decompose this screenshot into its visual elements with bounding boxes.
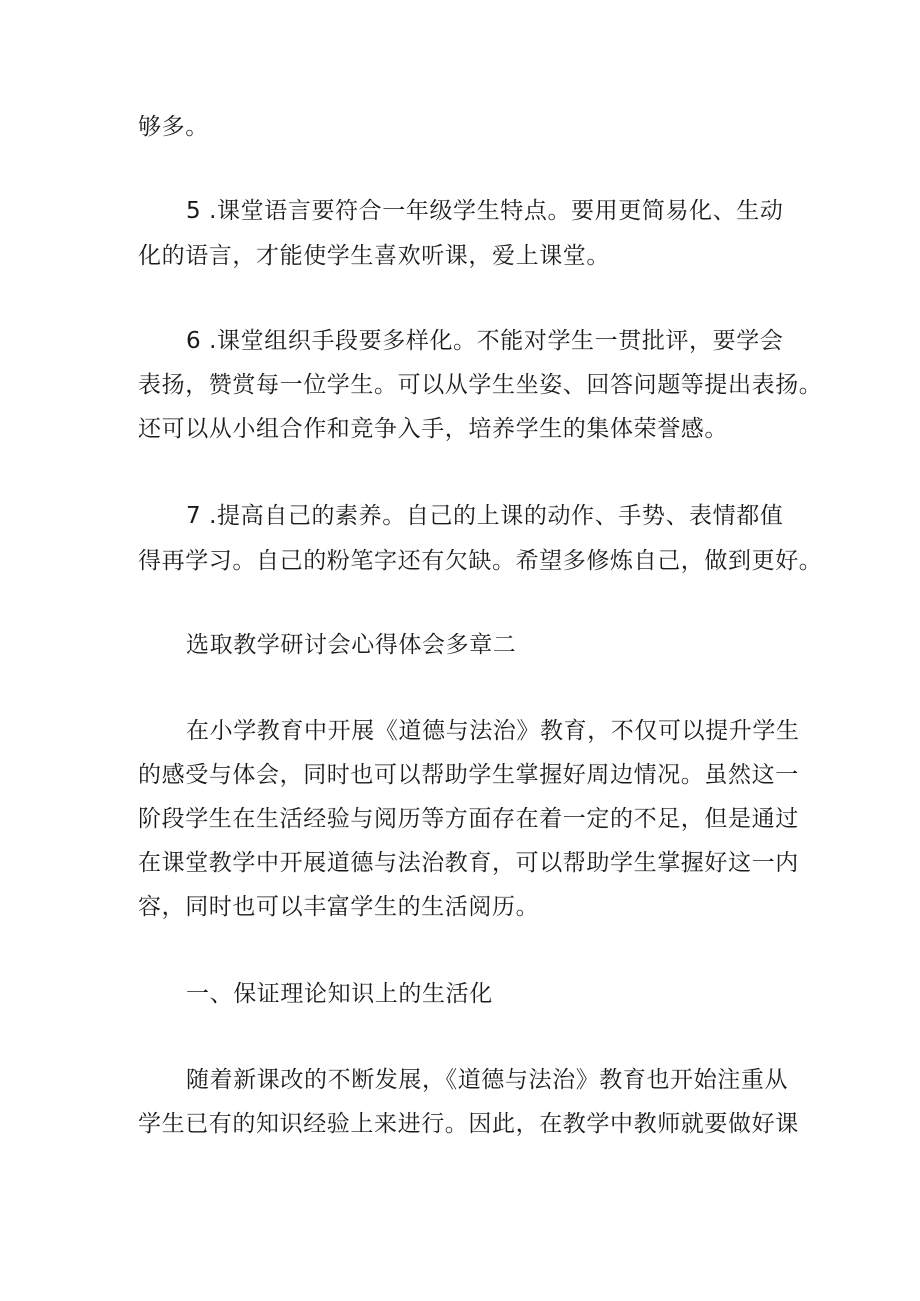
subsection-heading: 一、保证理论知识上的生活化	[186, 981, 493, 1007]
paragraph-line: 容，同时也可以丰富学生的生活阅历。	[138, 894, 540, 920]
list-item-5-line-2: 化的语言，才能使学生喜欢听课，爱上课堂。	[138, 243, 610, 269]
paragraph-line: 的感受与体会，同时也可以帮助学生掌握好周边情况。虽然这一	[138, 762, 799, 788]
list-item-7-line-2: 得再学习。自己的粉笔字还有欠缺。希望多修炼自己，做到更好。	[138, 548, 823, 574]
list-item-6-line-2: 表扬，赞赏每一位学生。可以从学生坐姿、回答问题等提出表扬。	[138, 372, 823, 398]
section-title: 选取教学研讨会心得体会多章二	[186, 632, 517, 658]
list-item-7-line-1: 7 .提高自己的素养。自己的上课的动作、手势、表情都值	[186, 503, 784, 529]
paragraph-line: 随着新课改的不断发展，《道德与法治》教育也开始注重从	[186, 1067, 789, 1093]
text-line: 够多。	[138, 114, 209, 140]
paragraph-line: 在课堂教学中开展道德与法治教育，可以帮助学生掌握好这一内	[138, 850, 799, 876]
list-item-6-line-1: 6 .课堂组织手段要多样化。不能对学生一贯批评，要学会	[186, 328, 784, 354]
list-item-5-line-1: 5 .课堂语言要符合一年级学生特点。要用更简易化、生动	[186, 198, 784, 224]
list-item-6-line-3: 还可以从小组合作和竞争入手，培养学生的集体荣誉感。	[138, 416, 728, 442]
paragraph-line: 在小学教育中开展《道德与法治》教育，不仅可以提升学生	[186, 718, 800, 744]
paragraph-line: 学生已有的知识经验上来进行。因此，在教学中教师就要做好课	[138, 1111, 799, 1137]
paragraph-line: 阶段学生在生活经验与阅历等方面存在着一定的不足，但是通过	[138, 806, 799, 832]
